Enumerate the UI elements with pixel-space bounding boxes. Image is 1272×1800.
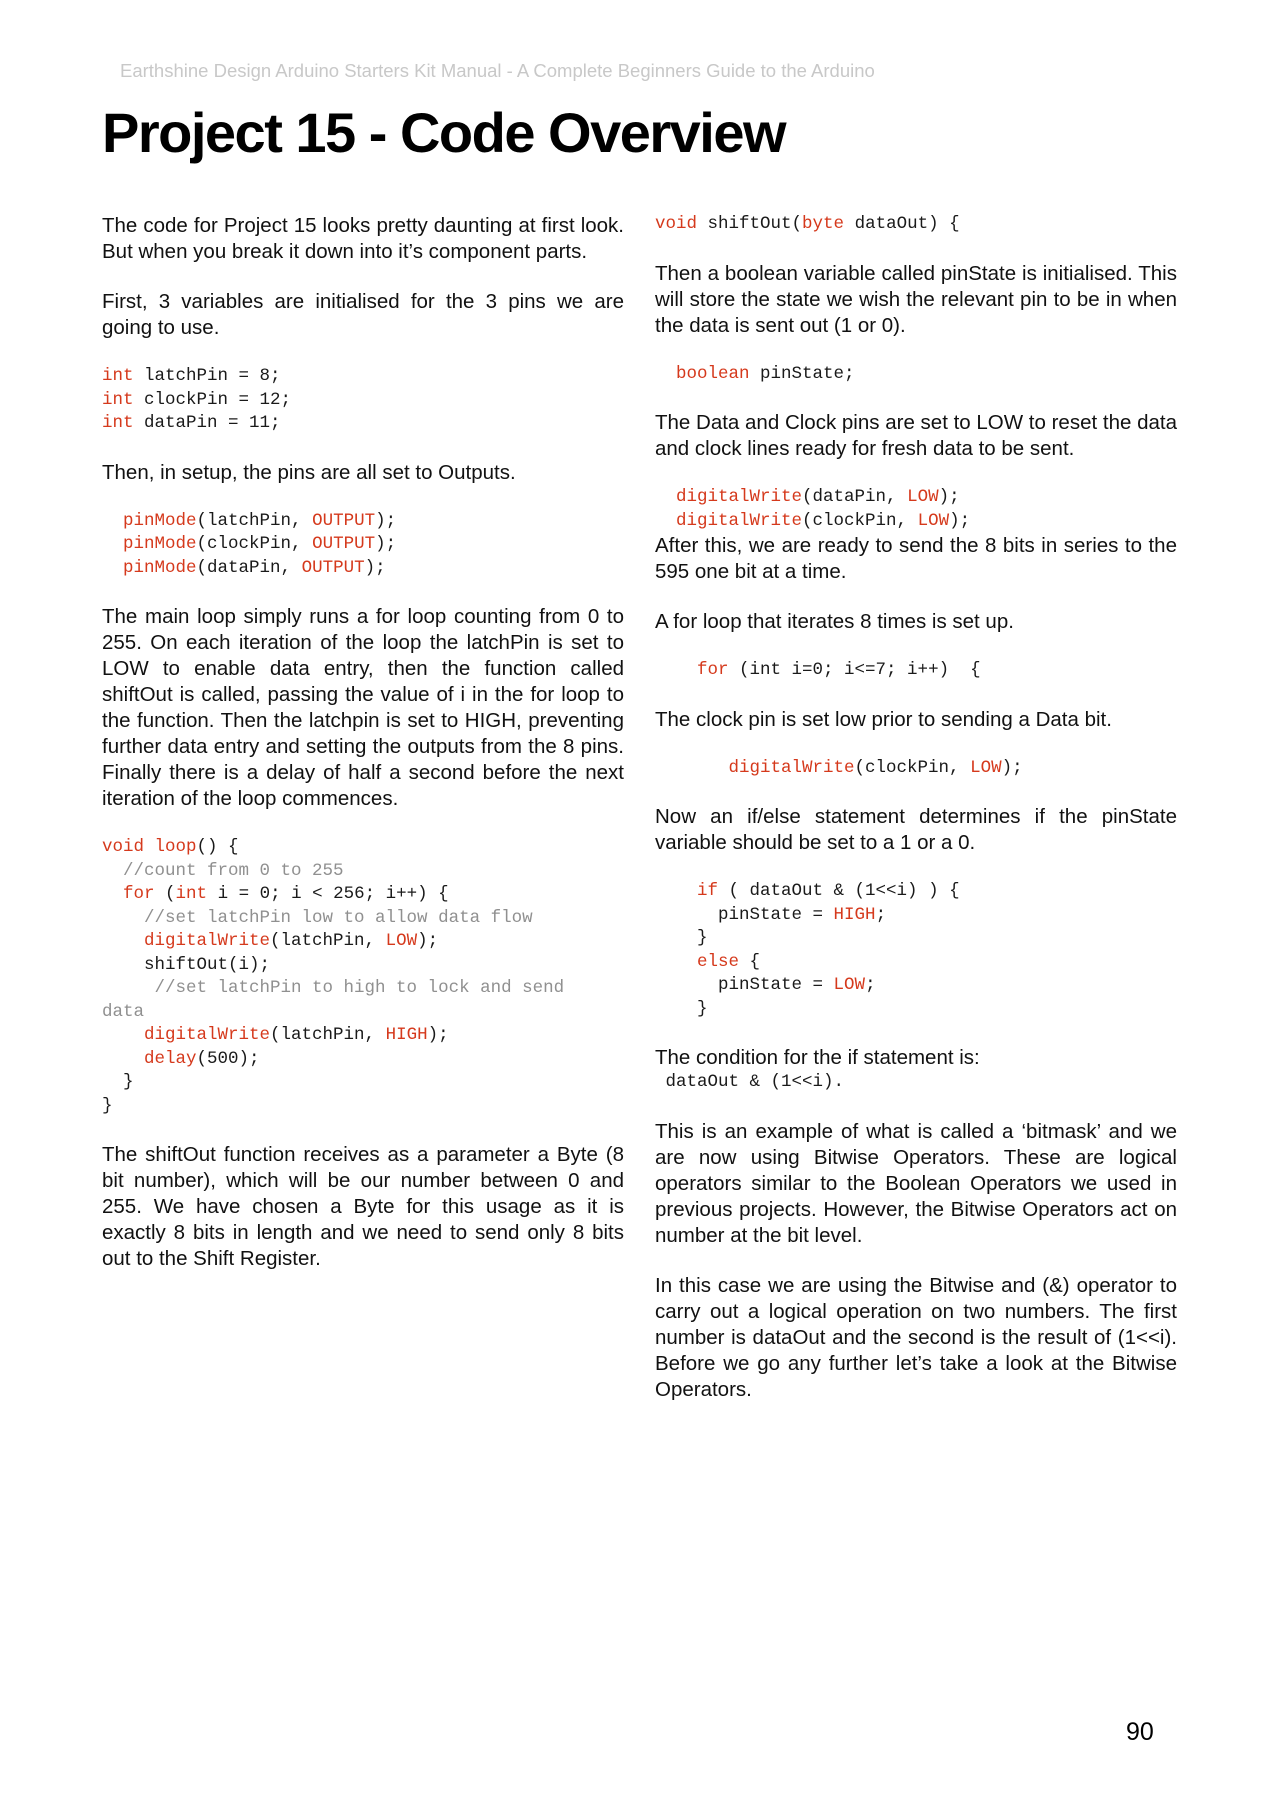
code-for [655, 659, 1177, 683]
code-text: (clockPin, [802, 510, 918, 531]
bitmask-paragraph: This is an example of what is called a ‘bitmask’ and we are now using Bitwise Operators. These are logical operators similar to the Boolean Operators we used in previous projects. However, the Bitwise Operators act on number at the bit level. [655, 1119, 1177, 1247]
page-number: 90 [1126, 1718, 1154, 1746]
code-keyword: void [102, 837, 145, 857]
series-paragraph: After this, we are ready to send the 8 bits in series to the 595 one bit at a time. [655, 534, 1177, 583]
code-function: digitalWrite [144, 931, 271, 951]
code-comment: //set latchPin to high to lock and send [144, 978, 565, 998]
code-text: } [697, 998, 708, 1019]
code-text: shiftOut(i); [144, 954, 271, 975]
code-ifelse [655, 880, 1177, 1021]
code-keyword: void [655, 214, 698, 234]
code-function: digitalWrite [676, 510, 803, 531]
code-comment: data [102, 1001, 145, 1022]
code-setup [102, 510, 624, 581]
code-constant: HIGH [833, 904, 876, 925]
code-text: ); [417, 931, 439, 951]
code-constant: OUTPUT [312, 534, 376, 554]
code-text: ( [154, 884, 176, 904]
code-text: ); [938, 487, 960, 507]
code-text: { [739, 951, 761, 972]
code-text: ); [375, 510, 397, 531]
code-text: (int i=0; i<=7; i++) { [728, 660, 981, 680]
code-function: digitalWrite [728, 757, 855, 778]
code-text: } [697, 928, 708, 948]
code-keyword: byte [802, 214, 845, 234]
clock-paragraph: The clock pin is set low prior to sending a Data bit. [655, 707, 1112, 731]
code-text: clockPin = 12; [133, 389, 292, 410]
code-text: (clockPin, [854, 757, 971, 778]
code-text: pinState = [718, 904, 834, 925]
code-keyword: if [697, 881, 719, 901]
code-constant: LOW [970, 757, 1002, 778]
setup-paragraph: Then, in setup, the pins are all set to Outputs. [102, 460, 516, 484]
variables-paragraph: First, 3 variables are initialised for the 3 pins we are going to use. [102, 290, 624, 339]
code-text: shiftOut( [697, 214, 803, 234]
code-text: dataPin = 11; [133, 413, 281, 433]
code-keyword: for [123, 884, 155, 904]
code-text: dataOut & (1<<i). [665, 1072, 845, 1092]
code-function: digitalWrite [676, 487, 803, 507]
code-comment: //set latchPin low to allow data flow [144, 907, 533, 928]
bitwise-and-paragraph: In this case we are using the Bitwise and (&) operator to carry out a logical operation on two numbers. The first number is dataOut and the second is the result of (1<<i). Before we go any further let’s take a look at the Bitwise Operators. [655, 1273, 1177, 1401]
reset-paragraph: The Data and Clock pins are set to LOW to reset the data and clock lines ready for fresh data to be sent. [655, 411, 1177, 460]
code-text: ( dataOut & (1<<i) ) { [718, 881, 960, 901]
code-function: digitalWrite [144, 1025, 271, 1045]
code-text: () { [196, 837, 239, 857]
code-text: } [102, 1095, 113, 1116]
code-keyword: int [102, 389, 134, 410]
code-text: pinState; [749, 363, 855, 384]
main-loop-paragraph: The main loop simply runs a for loop counting from 0 to 255. On each iteration of the loop the latchPin is set to LOW to enable data entry, then the function called shiftOut is called, passing the value of i in the for loop to the function. Then the latchpin is set to HIGH, preventing further data entry and setting the outputs from the 8 pins. Finally there is a delay of half a second before the next iteration of the loop commences. [102, 605, 624, 810]
right-column [655, 213, 1177, 1403]
page-title: Project 15 - Code Overview [102, 101, 786, 164]
code-function: pinMode [123, 534, 197, 554]
condition-paragraph: The condition for the if statement is: [655, 1046, 980, 1069]
code-constant: HIGH [385, 1025, 428, 1045]
code-text: (dataPin, [802, 487, 908, 507]
code-text: ; [875, 904, 887, 925]
code-constant: OUTPUT [312, 510, 376, 531]
code-clock [655, 757, 1177, 781]
code-constant: LOW [833, 975, 866, 995]
code-text: (latchPin, [270, 1025, 386, 1045]
pinstate-paragraph: Then a boolean variable called pinState is initialised. This will store the state we wish the relevant pin to be in when the data is sent out (1 or 0). [655, 261, 1177, 337]
code-function: pinMode [123, 557, 197, 578]
code-function: delay [144, 1048, 197, 1069]
code-keyword: boolean [676, 363, 750, 384]
code-text: ); [375, 534, 397, 554]
code-reset [655, 486, 1177, 533]
for-loop-paragraph: A for loop that iterates 8 times is set up. [655, 610, 1014, 633]
code-shiftout-signature [655, 213, 1177, 237]
code-boolean [655, 363, 1177, 387]
code-comment: //count from 0 to 255 [123, 860, 344, 881]
code-text: (latchPin, [196, 510, 313, 531]
code-constant: LOW [385, 931, 418, 951]
code-variables [102, 365, 624, 436]
running-header: Earthshine Design Arduino Starters Kit Manual - A Complete Beginners Guide to the Arduino [120, 60, 875, 81]
code-text: (dataPin, [196, 557, 302, 578]
code-function: loop [154, 837, 197, 857]
code-keyword: int [102, 366, 134, 386]
code-keyword: else [697, 951, 740, 972]
code-loop [102, 836, 624, 1118]
code-text: i = 0; i < 256; i++) { [207, 884, 449, 904]
left-column [102, 213, 624, 1272]
code-text: } [123, 1072, 134, 1092]
code-keyword: int [102, 413, 134, 433]
code-constant: OUTPUT [301, 557, 365, 578]
code-keyword: int [175, 884, 208, 904]
code-text: ); [949, 510, 971, 531]
code-text: (clockPin, [196, 534, 313, 554]
shiftout-paragraph: The shiftOut function receives as a parameter a Byte (8 bit number), which will be our number between 0 and 255. We have chosen a Byte for this usage as it is exactly 8 bits in length and we need to send only 8 bits out to the Shift Register. [102, 1143, 624, 1270]
code-keyword: for [697, 660, 729, 680]
code-text: ; [865, 975, 876, 995]
ifelse-paragraph: Now an if/else statement determines if the pinState variable should be set to a 1 or a 0. [655, 805, 1177, 854]
code-text: ); [1001, 757, 1023, 778]
code-constant: LOW [907, 487, 939, 507]
code-constant: LOW [917, 510, 950, 531]
code-text: dataOut) { [844, 214, 960, 234]
code-text: pinState = [718, 975, 834, 995]
intro-paragraph: The code for Project 15 looks pretty daunting at first look. But when you break it down into it’s component parts. [102, 214, 624, 263]
code-function: pinMode [123, 510, 197, 531]
code-text: latchPin = 8; [133, 366, 281, 386]
code-text: (latchPin, [270, 931, 386, 951]
code-text: ); [364, 557, 386, 578]
code-text: ); [427, 1025, 449, 1045]
code-text: (500); [196, 1048, 260, 1069]
code-condition [655, 1071, 1177, 1095]
